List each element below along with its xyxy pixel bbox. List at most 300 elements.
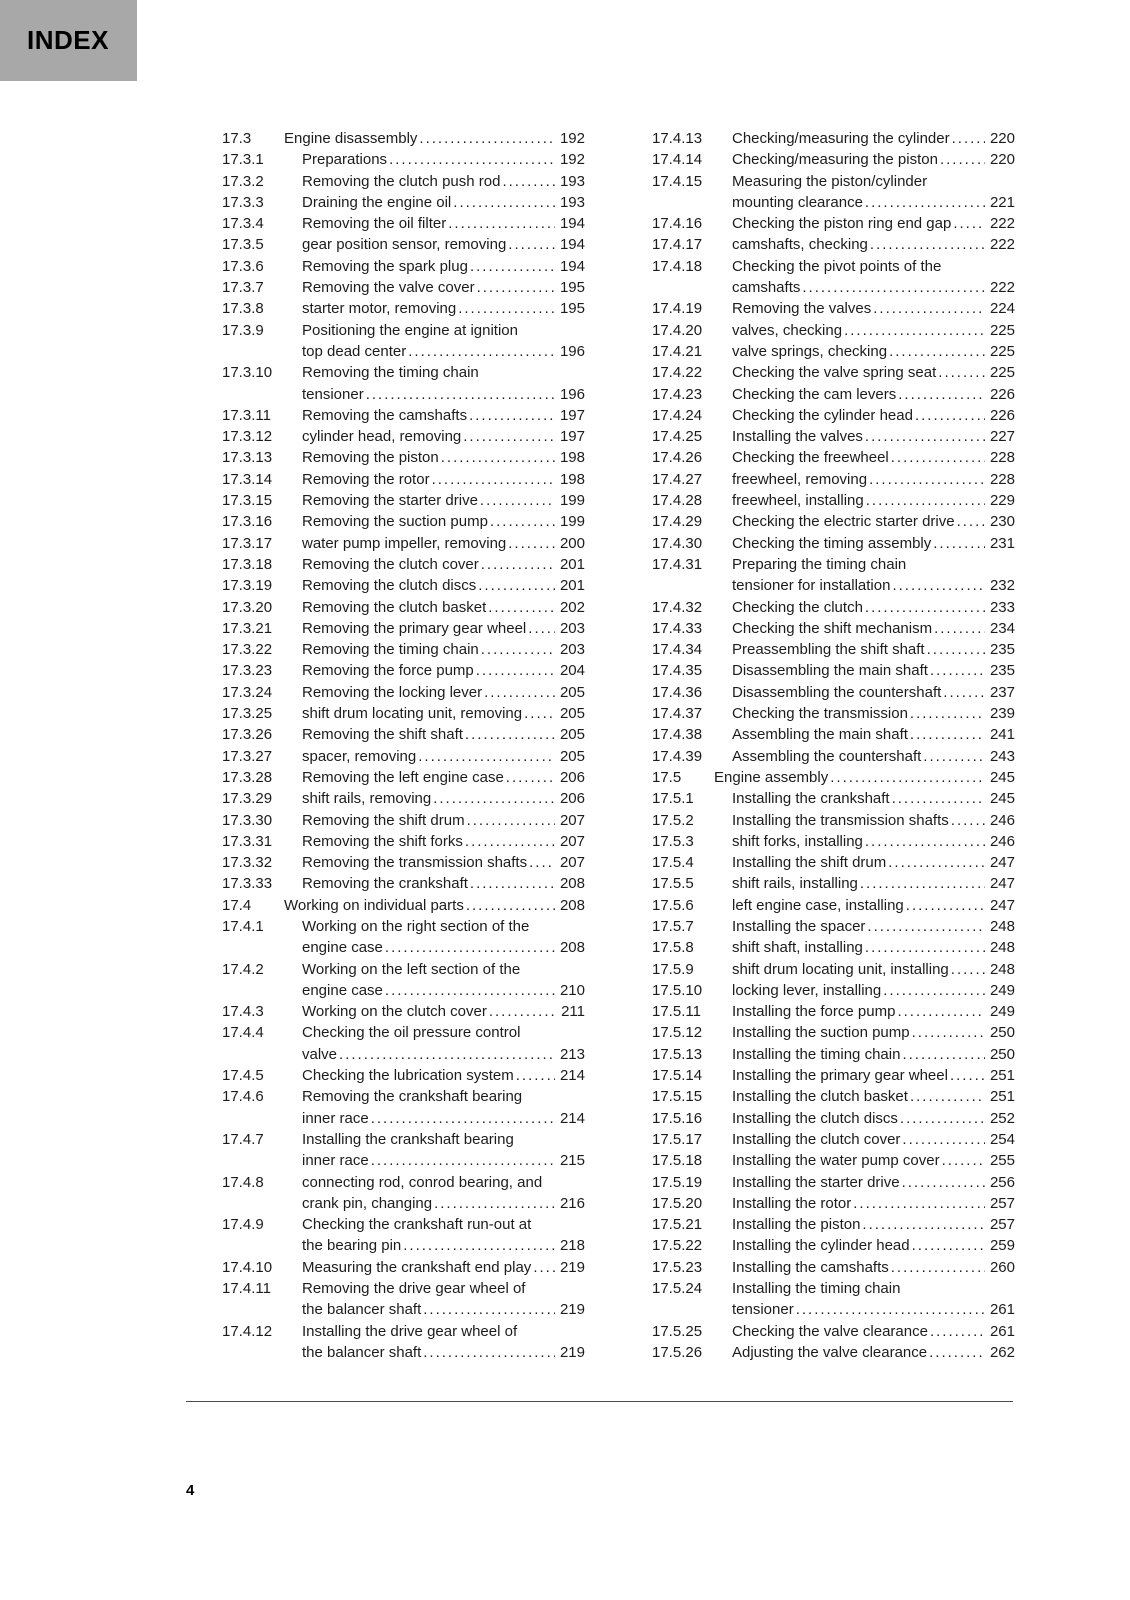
toc-entry-body bbox=[732, 639, 1015, 660]
toc-entry-number: 17.4.7 bbox=[222, 1130, 264, 1148]
toc-entry-page-number: 259 bbox=[989, 1237, 1015, 1255]
toc-entry-body bbox=[732, 511, 1015, 532]
toc-entry-leader-line bbox=[732, 959, 1015, 980]
toc-entry-page-number: 198 bbox=[559, 449, 585, 467]
toc-entry-leader-line bbox=[732, 831, 1015, 852]
toc-entry-number: 17.5.21 bbox=[652, 1216, 703, 1234]
toc-entry-title: Removing the rotor bbox=[302, 470, 430, 488]
toc-entry-title: Removing the oil filter bbox=[302, 215, 447, 233]
toc-entry-body bbox=[302, 639, 585, 660]
dot-leader bbox=[419, 128, 555, 149]
toc-entry-title: the balancer shaft bbox=[302, 1343, 422, 1361]
dot-leader bbox=[883, 980, 985, 1001]
toc-entry-page-number: 221 bbox=[989, 193, 1015, 211]
toc-entry-number: 17.3.27 bbox=[222, 747, 273, 765]
toc-entry bbox=[652, 980, 1015, 1001]
toc-entry-page-number: 248 bbox=[989, 960, 1015, 978]
dot-leader bbox=[943, 682, 985, 703]
toc-entry bbox=[652, 1321, 1015, 1342]
toc-entry-number: 17.5.19 bbox=[652, 1173, 703, 1191]
toc-entry-number: 17.3.20 bbox=[222, 598, 273, 616]
dot-leader bbox=[897, 1001, 985, 1022]
toc-entry bbox=[222, 618, 585, 639]
toc-entry-title-line: Installing the drive gear wheel of bbox=[302, 1322, 518, 1340]
toc-entry-page-number: 225 bbox=[989, 342, 1015, 360]
toc-entry-title: engine case bbox=[302, 939, 383, 957]
toc-entry bbox=[222, 149, 585, 170]
toc-entry-number: 17.3.15 bbox=[222, 492, 273, 510]
toc-entry bbox=[222, 256, 585, 277]
toc-entry-title-line: Checking the crankshaft run-out at bbox=[302, 1216, 532, 1234]
toc-entry-page-number: 197 bbox=[559, 428, 585, 446]
toc-entry-leader-line bbox=[732, 1086, 1015, 1107]
toc-entry-title: the balancer shaft bbox=[302, 1301, 422, 1319]
toc-entry-number: 17.3.18 bbox=[222, 555, 273, 573]
dot-leader bbox=[533, 1257, 555, 1278]
dot-leader bbox=[866, 490, 985, 511]
toc-entry-body bbox=[302, 1022, 585, 1065]
toc-entry-title: Removing the starter drive bbox=[302, 492, 478, 510]
toc-entry-body bbox=[732, 256, 1015, 299]
toc-entry bbox=[652, 490, 1015, 511]
toc-entry-leader-line bbox=[302, 746, 585, 767]
toc-entry bbox=[652, 724, 1015, 745]
toc-entry-title: Working on the clutch cover bbox=[302, 1003, 487, 1021]
toc-entry-title: Removing the left engine case bbox=[302, 768, 504, 786]
toc-entry-leader-line bbox=[732, 1022, 1015, 1043]
toc-entry-leader-line bbox=[302, 447, 585, 468]
toc-entry-page-number: 194 bbox=[559, 257, 585, 275]
toc-entry-page-number: 203 bbox=[559, 619, 585, 637]
toc-entry-leader-line bbox=[732, 810, 1015, 831]
toc-entry-number: 17.5.4 bbox=[652, 854, 694, 872]
toc-entry-number: 17.3.19 bbox=[222, 577, 273, 595]
toc-entry-body bbox=[302, 362, 585, 405]
toc-entry-body bbox=[302, 426, 585, 447]
toc-entry-number: 17.4.20 bbox=[652, 321, 703, 339]
toc-entry-number: 17.3.31 bbox=[222, 832, 273, 850]
toc-entry-title: Removing the suction pump bbox=[302, 513, 488, 531]
toc-entry-title: Removing the clutch cover bbox=[302, 555, 479, 573]
toc-entry-page-number: 252 bbox=[989, 1109, 1015, 1127]
toc-entry bbox=[652, 1086, 1015, 1107]
toc-entry-body bbox=[732, 1172, 1015, 1193]
toc-entry-title: Removing the primary gear wheel bbox=[302, 619, 527, 637]
dot-leader bbox=[902, 1129, 985, 1150]
toc-entry-leader-line bbox=[732, 149, 1015, 170]
dot-leader bbox=[898, 384, 985, 405]
toc-entry-title: Assembling the countershaft bbox=[732, 747, 922, 765]
toc-entry-leader-line bbox=[302, 234, 585, 255]
toc-entry-page-number: 248 bbox=[989, 939, 1015, 957]
toc-entry-leader-line bbox=[732, 490, 1015, 511]
toc-entry-page-number: 239 bbox=[989, 705, 1015, 723]
toc-entry-leader-line bbox=[732, 1257, 1015, 1278]
toc-entry-leader-line bbox=[302, 831, 585, 852]
toc-entry bbox=[222, 916, 585, 959]
toc-entry-body bbox=[732, 447, 1015, 468]
toc-entry-page-number: 210 bbox=[559, 981, 585, 999]
toc-entry-number: 17.4.19 bbox=[652, 300, 703, 318]
toc-entry-number: 17.3.8 bbox=[222, 300, 264, 318]
toc-entry-page-number: 192 bbox=[559, 130, 585, 147]
toc-entry-body bbox=[732, 937, 1015, 958]
toc-entry-leader-line bbox=[732, 1065, 1015, 1086]
dot-leader bbox=[865, 192, 985, 213]
toc-entry-body bbox=[302, 1065, 585, 1086]
dot-leader bbox=[516, 1065, 555, 1086]
toc-entry-number: 17.5.6 bbox=[652, 896, 694, 914]
toc-entry-page-number: 204 bbox=[559, 662, 585, 680]
toc-entry-title: Removing the piston bbox=[302, 449, 439, 467]
toc-entry-number: 17.4.13 bbox=[652, 130, 703, 147]
toc-entry-page-number: 214 bbox=[559, 1109, 585, 1127]
toc-entry-title: Removing the clutch discs bbox=[302, 577, 477, 595]
dot-leader bbox=[906, 895, 985, 916]
toc-entry-number: 17.5.11 bbox=[652, 1003, 701, 1021]
toc-entry-title: inner race bbox=[302, 1152, 369, 1170]
toc-entry-leader-line bbox=[732, 1172, 1015, 1193]
toc-entry-number: 17.4.27 bbox=[652, 470, 703, 488]
toc-entry-page-number: 243 bbox=[989, 747, 1015, 765]
toc-entry-leader-line bbox=[302, 1235, 585, 1256]
dot-leader bbox=[912, 1022, 985, 1043]
toc-entry-body bbox=[732, 873, 1015, 894]
toc-entry-number: 17.4.3 bbox=[222, 1003, 264, 1021]
toc-entry bbox=[652, 937, 1015, 958]
dot-leader bbox=[481, 639, 555, 660]
toc-entry-leader-line bbox=[302, 554, 585, 575]
toc-entry bbox=[652, 1044, 1015, 1065]
toc-entry-page-number: 211 bbox=[561, 1003, 585, 1021]
toc-entry-page-number: 214 bbox=[559, 1067, 585, 1085]
toc-entry-number: 17.3.32 bbox=[222, 854, 273, 872]
toc-entry-body bbox=[732, 1129, 1015, 1150]
toc-entry-body bbox=[732, 384, 1015, 405]
toc-entry-leader-line bbox=[302, 682, 585, 703]
toc-entry-page-number: 247 bbox=[989, 875, 1015, 893]
toc-entry-number: 17.4.2 bbox=[222, 960, 264, 978]
dot-leader bbox=[489, 1001, 555, 1022]
toc-entry-leader-line bbox=[732, 1150, 1015, 1171]
toc-entry-page-number: 246 bbox=[989, 811, 1015, 829]
toc-entry-page-number: 226 bbox=[989, 406, 1015, 424]
toc-entry-number: 17.4.17 bbox=[652, 236, 703, 254]
toc-entry-number: 17.4.10 bbox=[222, 1258, 273, 1276]
toc-entry-leader-line bbox=[302, 1150, 585, 1171]
dot-leader bbox=[862, 1214, 985, 1235]
toc-entry-number: 17.4.6 bbox=[222, 1088, 264, 1106]
toc-entry-number: 17.5.22 bbox=[652, 1237, 703, 1255]
toc-entry-body bbox=[302, 1129, 585, 1172]
toc-entry-body bbox=[732, 128, 1015, 149]
toc-column bbox=[222, 128, 585, 1363]
toc-entry-title: Adjusting the valve clearance bbox=[732, 1343, 928, 1361]
toc-entry-title: mounting clearance bbox=[732, 193, 863, 211]
toc-entry-number: 17.3.26 bbox=[222, 726, 273, 744]
toc-entry-page-number: 230 bbox=[989, 513, 1015, 531]
toc-entry-page-number: 196 bbox=[559, 342, 585, 360]
toc-entry-leader-line bbox=[302, 1342, 585, 1363]
dot-leader bbox=[870, 234, 985, 255]
footer-divider bbox=[186, 1401, 1013, 1402]
toc-entry-body bbox=[732, 895, 1015, 916]
dot-leader bbox=[953, 213, 985, 234]
toc-entry-title: Installing the force pump bbox=[732, 1003, 896, 1021]
toc-entry-body bbox=[302, 767, 585, 788]
toc-entry-title: Engine disassembly bbox=[284, 130, 418, 147]
toc-entry bbox=[652, 639, 1015, 660]
toc-entry-page-number: 251 bbox=[989, 1067, 1015, 1085]
toc-entry-number: 17.4.24 bbox=[652, 406, 703, 424]
toc-entry-leader-line bbox=[302, 1065, 585, 1086]
toc-entry-number: 17.3.12 bbox=[222, 428, 273, 446]
dot-leader bbox=[860, 873, 985, 894]
toc-entry bbox=[222, 447, 585, 468]
toc-entry-body bbox=[732, 490, 1015, 511]
toc-entry-title: locking lever, installing bbox=[732, 981, 882, 999]
dot-leader bbox=[889, 341, 985, 362]
dot-leader bbox=[865, 831, 985, 852]
dot-leader bbox=[888, 852, 985, 873]
toc-entry-body bbox=[732, 405, 1015, 426]
toc-entry-body bbox=[302, 746, 585, 767]
toc-entry bbox=[222, 1278, 585, 1321]
toc-entry-body bbox=[302, 469, 585, 490]
toc-entry-body bbox=[732, 533, 1015, 554]
toc-entry-body bbox=[302, 1086, 585, 1129]
toc-entry-leader-line bbox=[732, 469, 1015, 490]
toc-entry-title: Installing the piston bbox=[732, 1216, 861, 1234]
toc-entry-page-number: 261 bbox=[989, 1301, 1015, 1319]
toc-entry-body bbox=[732, 703, 1015, 724]
toc-entry bbox=[222, 597, 585, 618]
dot-leader bbox=[933, 533, 985, 554]
toc-entry-title: Removing the clutch push rod bbox=[302, 172, 501, 190]
dot-leader bbox=[385, 937, 555, 958]
toc-entry-body bbox=[284, 895, 585, 916]
toc-entry-leader-line bbox=[302, 575, 585, 596]
toc-entry-leader-line bbox=[302, 980, 585, 1001]
toc-entry-page-number: 208 bbox=[559, 875, 585, 893]
toc-entry-title: Removing the force pump bbox=[302, 662, 474, 680]
toc-entry-number: 17.4.16 bbox=[652, 215, 703, 233]
toc-entry-page-number: 256 bbox=[989, 1173, 1015, 1191]
toc-entry-number: 17.4.1 bbox=[222, 917, 264, 935]
toc-entry-body bbox=[302, 575, 585, 596]
toc-entry-page-number: 235 bbox=[989, 641, 1015, 659]
toc-entry-leader-line bbox=[732, 511, 1015, 532]
toc-entry bbox=[652, 746, 1015, 767]
dot-leader bbox=[465, 831, 555, 852]
toc-entry-body bbox=[284, 128, 585, 149]
toc-entry bbox=[652, 873, 1015, 894]
toc-entry-number: 17.4.34 bbox=[652, 641, 703, 659]
toc-entry-title: shift drum locating unit, installing bbox=[732, 960, 949, 978]
toc-entry-leader-line bbox=[302, 810, 585, 831]
toc-entry-number: 17.4.37 bbox=[652, 705, 703, 723]
toc-entry-body bbox=[732, 298, 1015, 319]
toc-entry-leader-line bbox=[732, 597, 1015, 618]
toc-entry bbox=[652, 1108, 1015, 1129]
toc-entry-number: 17.4.22 bbox=[652, 364, 703, 382]
toc-entry-body bbox=[302, 447, 585, 468]
toc-entry-leader-line bbox=[732, 277, 1015, 298]
toc-entry-leader-line bbox=[732, 533, 1015, 554]
toc-entry-body bbox=[732, 1065, 1015, 1086]
toc-entry-title: Removing the valves bbox=[732, 300, 872, 318]
toc-entry bbox=[652, 597, 1015, 618]
dot-leader bbox=[508, 533, 555, 554]
toc-entry-number: 17.3.10 bbox=[222, 364, 273, 382]
toc-entry-title: Engine assembly bbox=[714, 768, 829, 786]
toc-entry-body bbox=[732, 959, 1015, 980]
dot-leader bbox=[476, 660, 555, 681]
toc-entry-title-line: Installing the timing chain bbox=[732, 1280, 901, 1298]
toc-entry-number: 17.4.18 bbox=[652, 257, 703, 275]
toc-entry-number: 17.4.8 bbox=[222, 1173, 264, 1191]
toc-entry bbox=[222, 1257, 585, 1278]
dot-leader bbox=[952, 128, 985, 149]
toc-entry-page-number: 196 bbox=[559, 385, 585, 403]
toc-entry-body bbox=[302, 1278, 585, 1321]
toc-entry-title: Installing the starter drive bbox=[732, 1173, 900, 1191]
toc-entry-body bbox=[732, 213, 1015, 234]
toc-entry bbox=[222, 362, 585, 405]
toc-entry-number: 17.4.26 bbox=[652, 449, 703, 467]
toc-entry-body bbox=[714, 767, 1015, 788]
dot-leader bbox=[923, 746, 985, 767]
dot-leader bbox=[865, 426, 985, 447]
toc-entry-page-number: 198 bbox=[559, 470, 585, 488]
toc-entry-title: Working on individual parts bbox=[284, 896, 464, 914]
toc-entry-leader-line bbox=[732, 128, 1015, 149]
toc-entry-leader-line bbox=[302, 597, 585, 618]
toc-entry-number: 17.3.11 bbox=[222, 406, 271, 424]
dot-leader bbox=[470, 256, 555, 277]
dot-leader bbox=[408, 341, 555, 362]
toc-entry-number: 17.4 bbox=[222, 896, 252, 914]
toc-entry-body bbox=[732, 1086, 1015, 1107]
toc-entry-title: left engine case, installing bbox=[732, 896, 904, 914]
toc-entry bbox=[222, 533, 585, 554]
dot-leader bbox=[506, 767, 555, 788]
toc-entry bbox=[222, 767, 585, 788]
toc-entry-page-number: 227 bbox=[989, 428, 1015, 446]
dot-leader bbox=[508, 234, 555, 255]
toc-entry-title: Installing the camshafts bbox=[732, 1258, 889, 1276]
toc-entry-body bbox=[732, 618, 1015, 639]
toc-entry-title: Checking/measuring the piston bbox=[732, 151, 938, 169]
toc-entry-title: Disassembling the countershaft bbox=[732, 683, 942, 701]
toc-entry-title: starter motor, removing bbox=[302, 300, 457, 318]
toc-entry-body bbox=[302, 149, 585, 170]
toc-entry-body bbox=[732, 724, 1015, 745]
toc-entry-body bbox=[732, 1044, 1015, 1065]
toc-entry bbox=[652, 213, 1015, 234]
toc-entry-title-line: connecting rod, conrod bearing, and bbox=[302, 1173, 543, 1191]
toc-entry bbox=[652, 895, 1015, 916]
toc-entry-page-number: 207 bbox=[559, 832, 585, 850]
toc-entry-title: Installing the spacer bbox=[732, 917, 866, 935]
toc-entry-body bbox=[732, 746, 1015, 767]
toc-entry-body bbox=[302, 1214, 585, 1257]
toc-entry-body bbox=[732, 426, 1015, 447]
dot-leader bbox=[529, 852, 555, 873]
dot-leader bbox=[433, 788, 555, 809]
toc-entry-page-number: 254 bbox=[989, 1130, 1015, 1148]
toc-entry-page-number: 206 bbox=[559, 768, 585, 786]
toc-entry-title: Checking the piston ring end gap bbox=[732, 215, 952, 233]
dot-leader bbox=[441, 447, 555, 468]
toc-entry-title: Removing the crankshaft bbox=[302, 875, 468, 893]
toc-entry-title: Removing the shift drum bbox=[302, 811, 465, 829]
toc-entry-number: 17.4.32 bbox=[652, 598, 703, 616]
toc-entry-number: 17.3.3 bbox=[222, 193, 264, 211]
toc-entry-number: 17.4.23 bbox=[652, 385, 703, 403]
toc-entry-body bbox=[302, 1001, 585, 1022]
toc-entry bbox=[222, 746, 585, 767]
dot-leader bbox=[488, 597, 555, 618]
toc-entry-leader-line bbox=[302, 1001, 585, 1022]
toc-entry-title-line: Checking the pivot points of the bbox=[732, 257, 942, 275]
toc-entry-page-number: 205 bbox=[559, 726, 585, 744]
toc-entry-title: Checking the lubrication system bbox=[302, 1067, 514, 1085]
dot-leader bbox=[892, 788, 985, 809]
toc-entry bbox=[222, 873, 585, 894]
toc-entry bbox=[222, 724, 585, 745]
toc-entry-leader-line bbox=[302, 852, 585, 873]
toc-entry-leader-line bbox=[732, 192, 1015, 213]
toc-entry bbox=[222, 320, 585, 363]
toc-entry-body bbox=[732, 1342, 1015, 1363]
toc-entry-title: Checking the timing assembly bbox=[732, 534, 932, 552]
dot-leader bbox=[891, 447, 985, 468]
toc-entry bbox=[652, 916, 1015, 937]
toc-entry bbox=[652, 1022, 1015, 1043]
toc-entry-body bbox=[302, 660, 585, 681]
dot-leader bbox=[371, 1150, 555, 1171]
toc-entry bbox=[652, 1193, 1015, 1214]
toc-entry bbox=[652, 767, 1015, 788]
toc-entry-title-line: Measuring the piston/cylinder bbox=[732, 172, 928, 190]
dot-leader bbox=[403, 1235, 555, 1256]
toc-entry-page-number: 225 bbox=[989, 321, 1015, 339]
index-header bbox=[0, 0, 137, 81]
toc-entry-number: 17.5.25 bbox=[652, 1322, 703, 1340]
toc-entry-page-number: 195 bbox=[559, 300, 585, 318]
dot-leader bbox=[434, 1193, 555, 1214]
toc-entry-number: 17.3.22 bbox=[222, 641, 273, 659]
toc-entry-leader-line bbox=[732, 447, 1015, 468]
toc-entry-leader-line bbox=[302, 1108, 585, 1129]
footer-page-number: 4 bbox=[186, 1482, 195, 1499]
toc-entry-body bbox=[302, 554, 585, 575]
toc-entry-number: 17.4.9 bbox=[222, 1216, 264, 1234]
dot-leader bbox=[910, 724, 985, 745]
toc-entry-leader-line bbox=[302, 405, 585, 426]
toc-entry-page-number: 205 bbox=[559, 747, 585, 765]
toc-entry-number: 17.4.36 bbox=[652, 683, 703, 701]
toc-entry bbox=[222, 831, 585, 852]
toc-entry-leader-line bbox=[302, 767, 585, 788]
toc-entry-page-number: 200 bbox=[559, 534, 585, 552]
toc-entry-title-line: Checking the oil pressure control bbox=[302, 1024, 521, 1042]
toc-entry-title: Checking/measuring the cylinder bbox=[732, 130, 950, 147]
toc-entry bbox=[222, 554, 585, 575]
toc-entry-page-number: 224 bbox=[989, 300, 1015, 318]
dot-leader bbox=[469, 405, 555, 426]
